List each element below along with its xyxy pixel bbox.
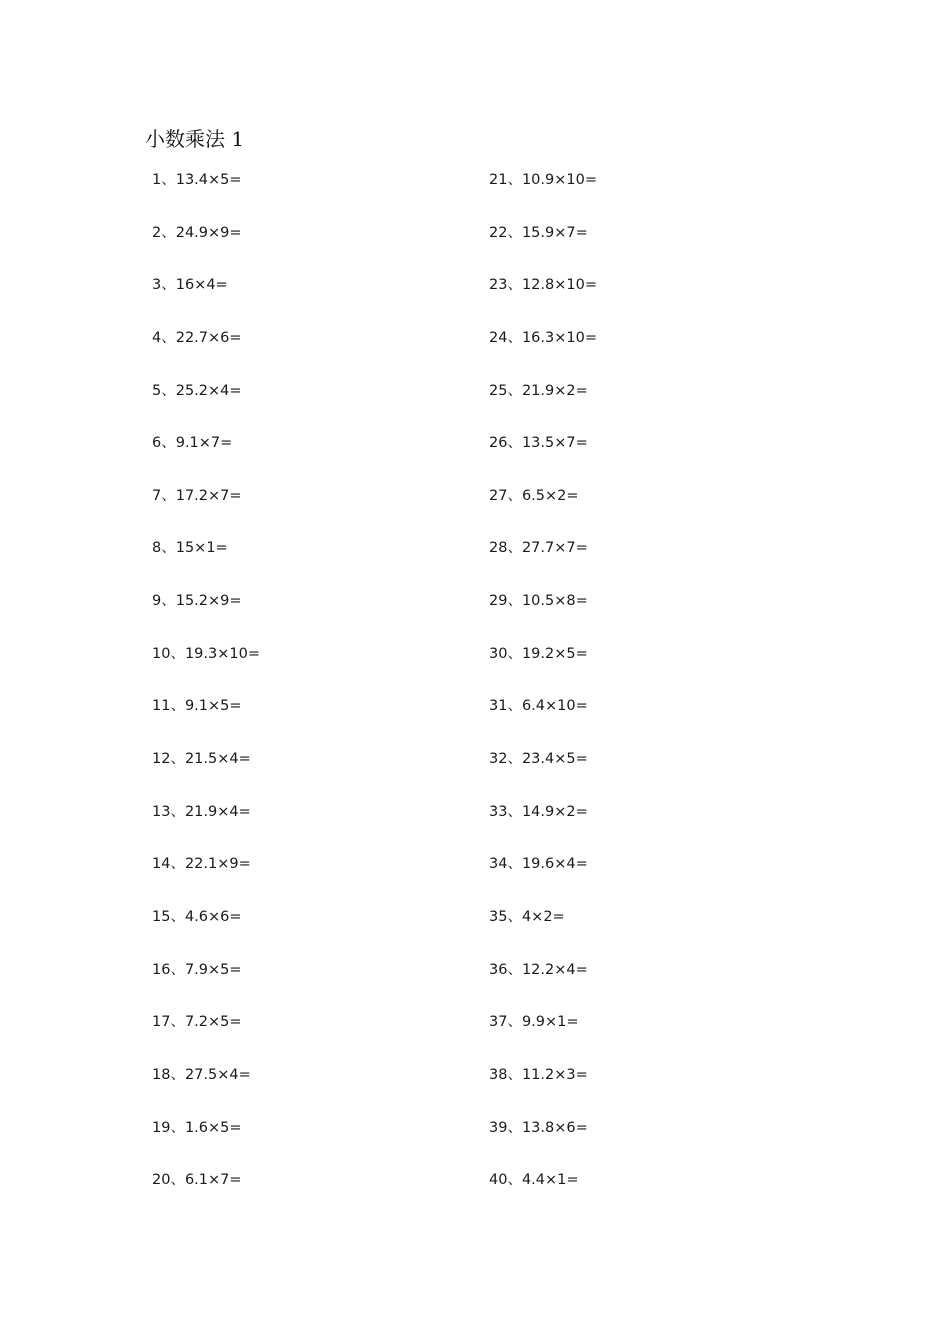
problem-item: 18、27.5×4= [152,1066,251,1083]
problem-item: 19、1.6×5= [152,1119,242,1136]
problem-item: 10、19.3×10= [152,645,260,662]
problem-item: 34、19.6×4= [489,856,588,873]
problem-item: 26、13.5×7= [489,435,588,452]
problem-item: 9、15.2×9= [152,593,242,610]
problem-item: 30、19.2×5= [489,645,588,662]
problem-item: 7、17.2×7= [152,487,242,504]
problem-item: 17、7.2×5= [152,1014,242,1031]
problem-item: 25、21.9×2= [489,382,588,399]
problem-item: 4、22.7×6= [152,329,242,346]
problem-item: 33、14.9×2= [489,803,588,820]
problem-item: 8、15×1= [152,540,228,557]
problem-item: 2、24.9×9= [152,224,242,241]
problem-item: 35、4×2= [489,908,565,925]
problem-item: 32、23.4×5= [489,751,588,768]
problem-item: 1、13.4×5= [152,172,242,188]
problem-item: 31、6.4×10= [489,698,588,715]
problem-item: 20、6.1×7= [152,1172,242,1189]
problem-column-left [152,166,472,1219]
problem-item: 39、13.8×6= [489,1119,588,1136]
problem-item: 6、9.1×7= [152,435,233,452]
problem-item: 24、16.3×10= [489,329,597,346]
problem-item: 29、10.5×8= [489,593,588,610]
problem-item: 21、10.9×10= [489,172,597,188]
problem-item: 27、6.5×2= [489,487,579,504]
problem-item: 15、4.6×6= [152,908,242,925]
problem-item: 3、16×4= [152,277,228,294]
problem-item: 22、15.9×7= [489,224,588,241]
problem-item: 28、27.7×7= [489,540,588,557]
problem-item: 13、21.9×4= [152,803,251,820]
worksheet-title: 小数乘法 1 [145,127,245,151]
problem-column-right [489,166,809,1219]
problem-item: 38、11.2×3= [489,1066,588,1083]
problem-item: 14、22.1×9= [152,856,251,873]
problem-item: 36、12.2×4= [489,961,588,978]
problem-item: 12、21.5×4= [152,751,251,768]
problem-item: 40、4.4×1= [489,1172,579,1189]
problem-item: 23、12.8×10= [489,277,597,294]
problem-item: 37、9.9×1= [489,1014,579,1031]
problem-item: 11、9.1×5= [152,698,242,715]
problem-item: 16、7.9×5= [152,961,242,978]
problem-item: 5、25.2×4= [152,382,242,399]
